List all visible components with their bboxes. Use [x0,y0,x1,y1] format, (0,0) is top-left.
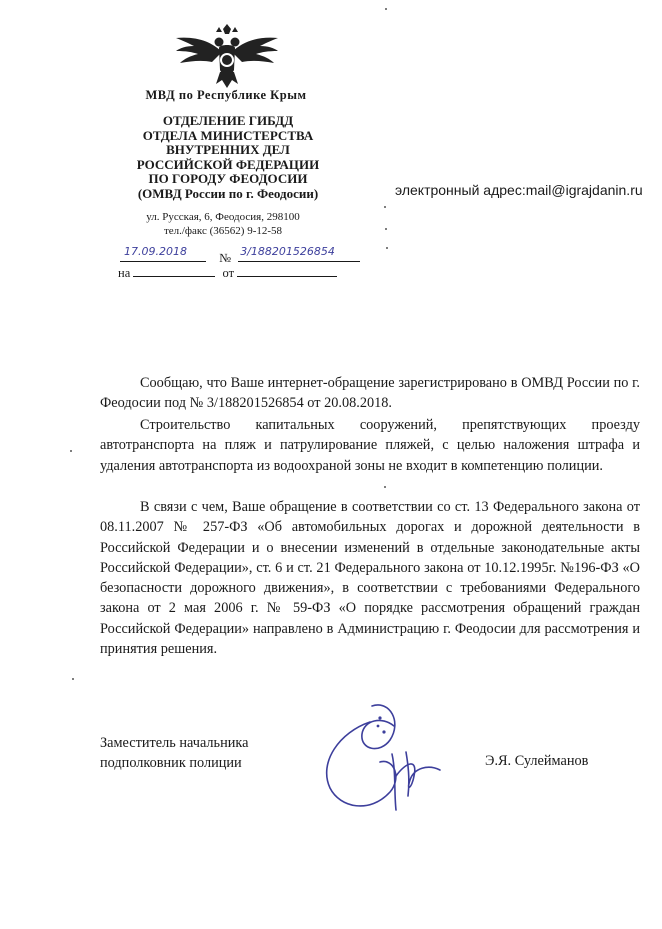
scan-speck [70,450,72,452]
department-line: ОТДЕЛА МИНИСТЕРСТВА [142,127,314,143]
number-field [238,247,360,262]
handwritten-number: 3/188201526854 [240,245,335,258]
handwritten-signature [310,692,450,822]
from-field [237,264,337,277]
department-line: ОТДЕЛЕНИЕ ГИБДД [162,113,294,128]
department-line: (ОМВД России по г. Феодосии) [137,185,319,201]
mvd-eagle-emblem [172,24,282,90]
on-field [133,264,215,277]
body-paragraph: Строительство капитальных сооружений, препятствующих проезду автотранспорта на пляж и патрулирование пляжей, с целью наложения штрафа и удаления автотранспорта из водоохраной зоны не входит в компетенцию полиции. [100,417,640,474]
on-label: на [118,266,131,280]
reply-to-line [118,264,337,281]
department-line: РОССИЙСКОЙ ФЕДЕРАЦИИ [136,156,320,172]
address-line: ул. Русская, 6, Феодосия, 298100 [146,211,300,223]
scan-speck [385,228,387,230]
signatory-position: Заместитель начальника [100,735,249,751]
signatory-rank: подполковник полиции [100,755,242,771]
scan-speck [384,206,386,208]
body-paragraph: В связи с чем, Ваше обращение в соответствии со ст. 13 Федерального закона от 08.11.2007 № 257-ФЗ «Об автомобильных дорогах и дорожной деятельности в Российской Федерации и о внесении изменений в отдельные законодательные акты Российской Федерации», ст. 6 и ст. 21 Федерального закона от 10.12.1995г. №196-ФЗ «О безопасности дорожного движения», в соответствии с требованиями Федерального закона от 2 мая 2006 г. № 59-ФЗ «О порядке рассмотрения обращений граждан Российской Федерации» направлено в Администрацию г. Феодосии для рассмотрения и принятия решения. [100,499,640,658]
signatory-name: Э.Я. Сулейманов [485,753,589,769]
phone-fax-line: тел./факс (36562) 9-12-58 [163,224,283,237]
from-label: от [222,266,235,280]
office-address [118,211,328,238]
handwritten-date: 17.09.2018 [124,245,187,258]
department-line: ПО ГОРОДУ ФЕОДОСИИ [148,171,308,187]
scan-speck [386,247,388,249]
department-line: ВНУТРЕННИХ ДЕЛ [166,142,290,158]
scan-speck [385,8,387,10]
number-label: № [219,251,232,265]
signatory-title [100,733,248,773]
date-field [120,247,206,262]
recipient-email: электронный адрес:mail@igrajdanin.ru [395,182,643,198]
scan-speck [384,486,386,488]
body-paragraph: Сообщаю, что Ваше интернет-обращение зарегистрировано в ОМВД России по г. Феодосии под № 3/188201526854 от 20.08.2018. [100,375,640,412]
scan-speck [72,678,74,680]
department-block [100,114,356,202]
ministry-name: МВД по Республике Крым [145,88,307,102]
